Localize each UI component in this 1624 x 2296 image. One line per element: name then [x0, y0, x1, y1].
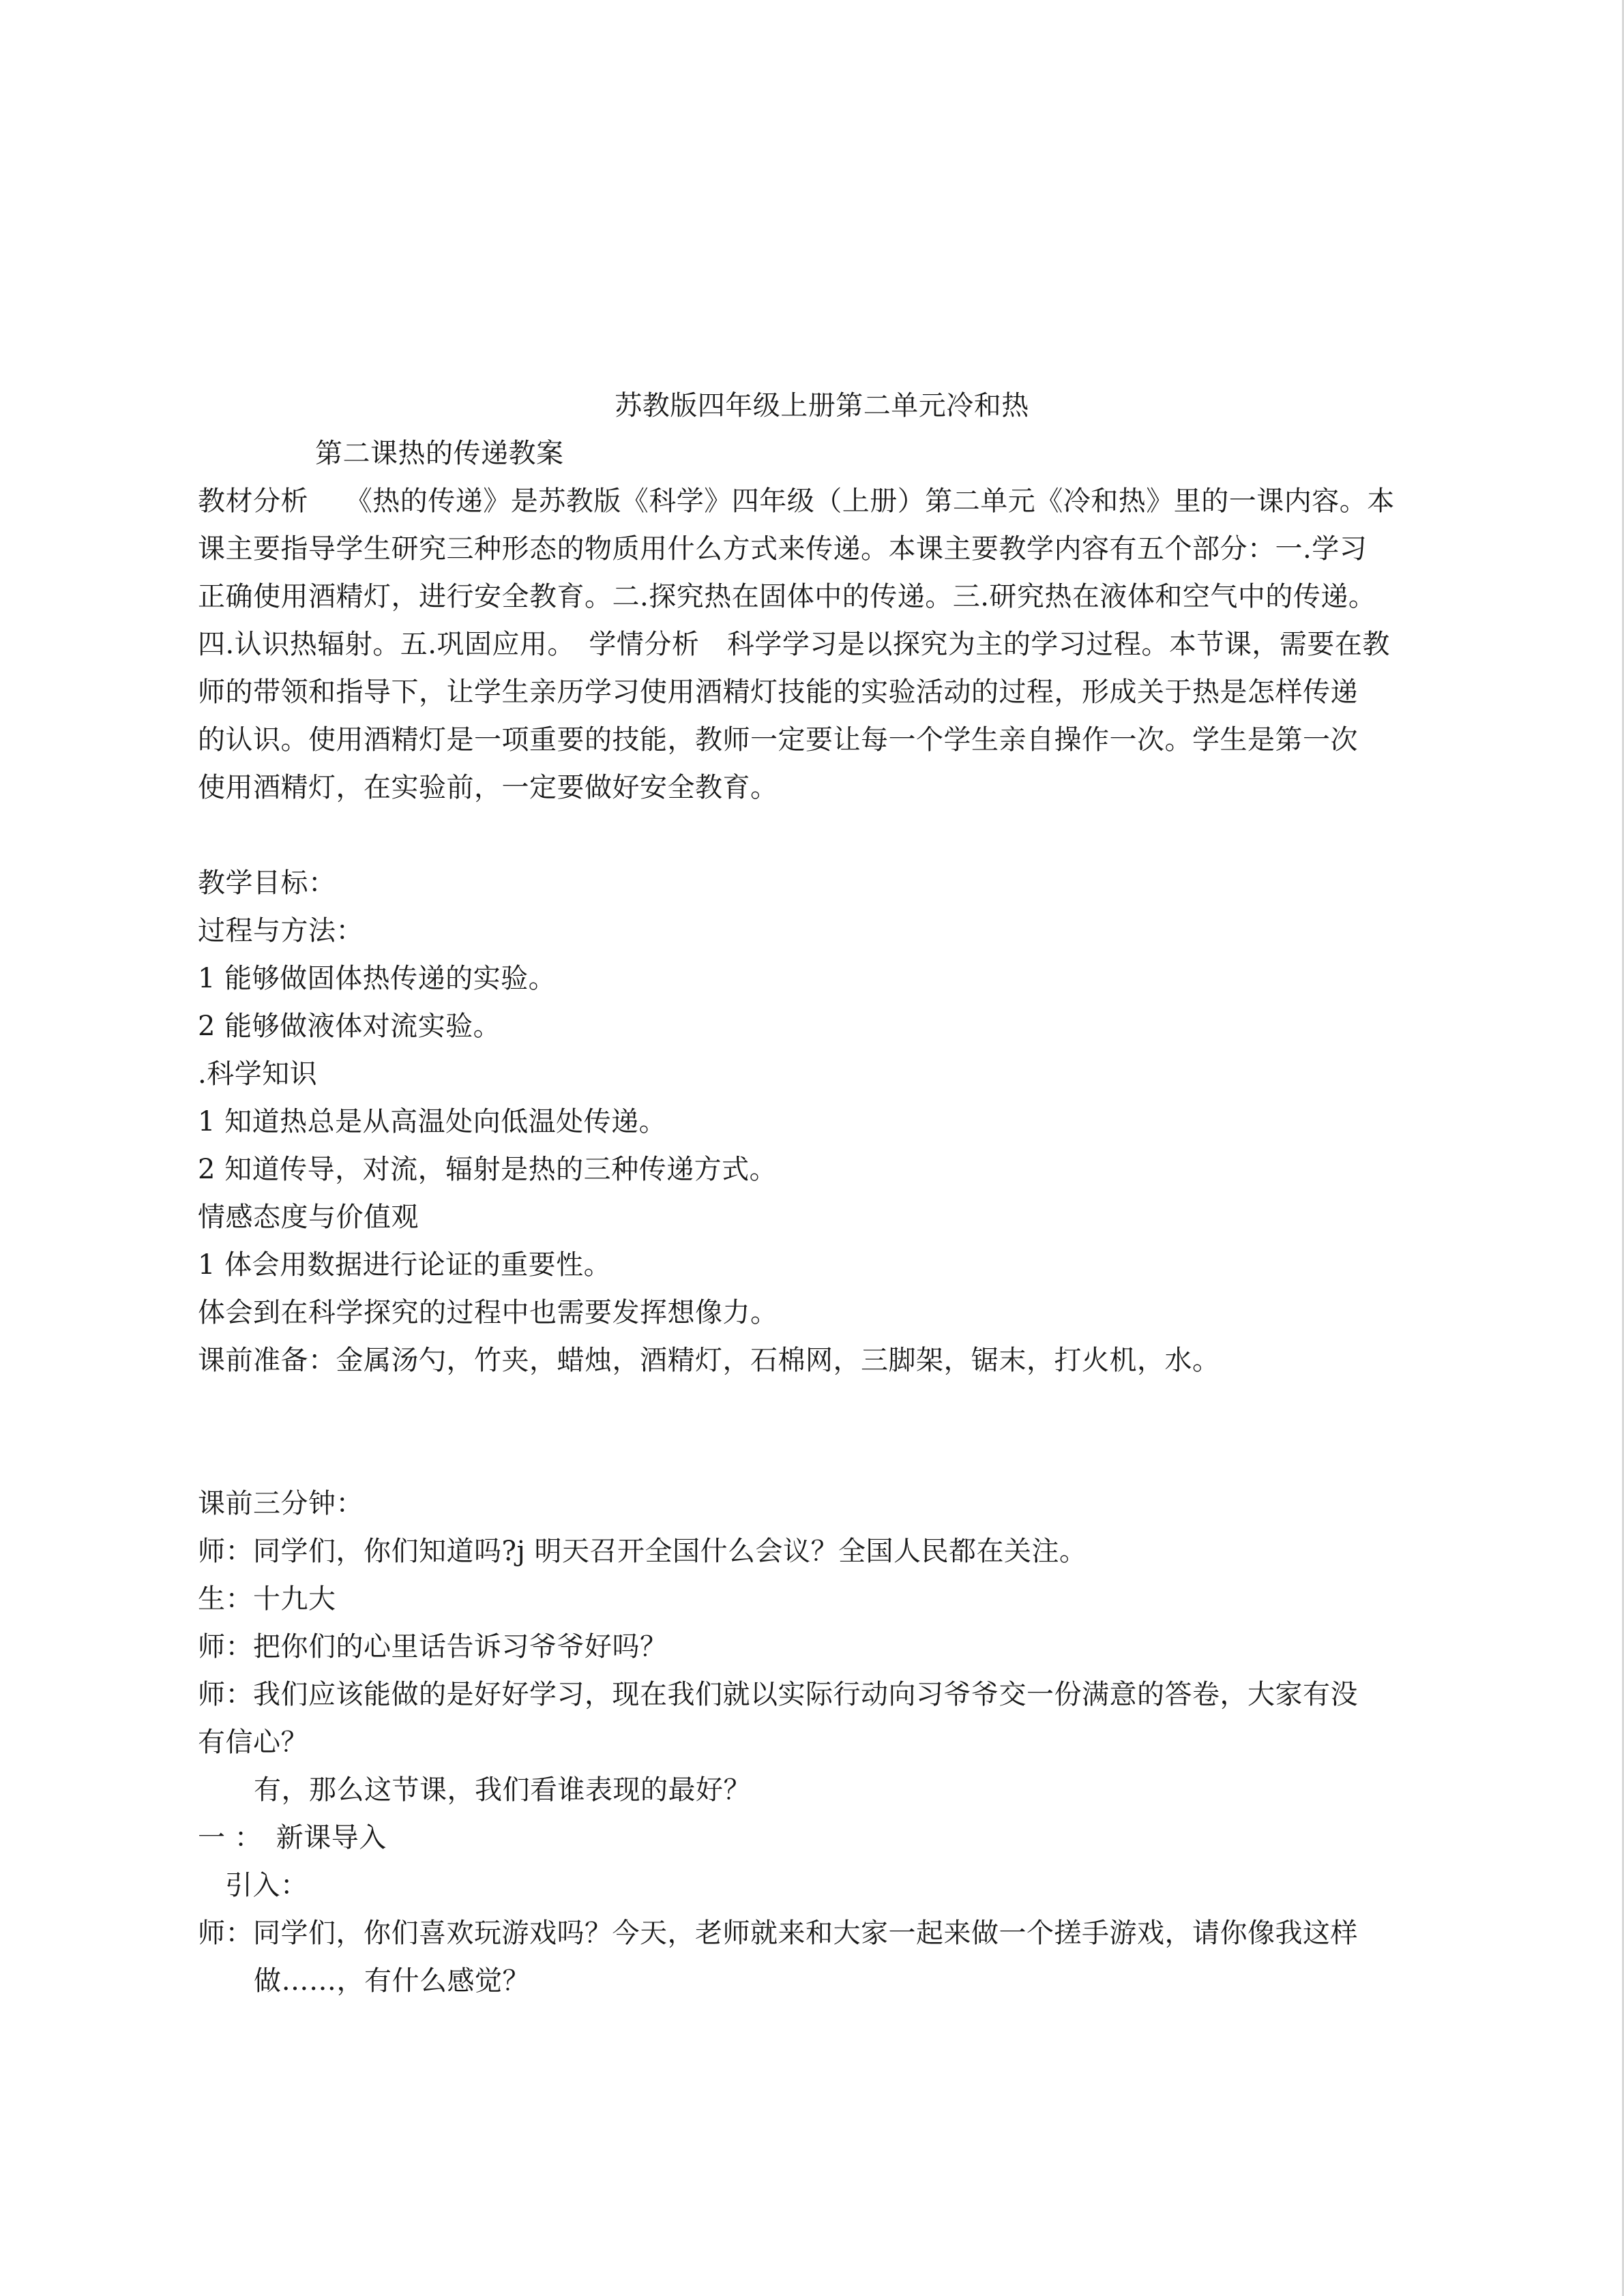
- objective-line: 2 能够做液体对流实验。: [198, 1011, 501, 1042]
- preparation-line: 课前准备：金属汤勺，竹夹，蜡烛，酒精灯，石棉网，三脚架，锯末，打火机，水。: [198, 1345, 1220, 1376]
- dialogue-heading: 课前三分钟：: [198, 1488, 364, 1519]
- document-body: [198, 382, 1446, 2005]
- objective-line: 过程与方法：: [198, 915, 364, 946]
- objective-line: .科学知识: [198, 1058, 318, 1090]
- objective-line: 2 知道传导，对流，辐射是热的三种传递方式。: [198, 1154, 778, 1185]
- paragraph-line: 四.认识热辐射。五.巩固应用。 学情分析 科学学习是以探究为主的学习过程。本节课，需要在教: [198, 629, 1390, 660]
- paragraph-line: 正确使用酒精灯，进行安全教育。二.探究热在固体中的传递。三.研究热在液体和空气中的传递。: [198, 581, 1376, 612]
- document-title: 苏教版四年级上册第二单元冷和热: [615, 390, 1029, 421]
- dialogue-line: 做……，有什么感觉？: [254, 1965, 530, 1997]
- section-heading: 一 ： 新课导入: [198, 1822, 387, 1853]
- spacer: [198, 811, 1446, 859]
- dialogue-line: 师：把你们的心里话告诉习爷爷好吗？: [198, 1631, 668, 1663]
- paragraph-line: 使用酒精灯，在实验前，一定要做好安全教育。: [198, 772, 778, 803]
- paragraph-line: 的认识。使用酒精灯是一项重要的技能，教师一定要让每一个学生亲自操作一次。学生是第一次: [198, 724, 1358, 756]
- objective-line: 情感态度与价值观: [198, 1202, 419, 1233]
- document-subtitle: 第二课热的传递教案: [315, 438, 564, 469]
- lesson-dialogue: [198, 1480, 1446, 2005]
- dialogue-line: 师：我们应该能做的是好好学习，现在我们就以实际行动向习爷爷交一份满意的答卷，大家有没: [198, 1679, 1358, 1710]
- teaching-objectives: [198, 859, 1446, 1384]
- objective-line: 体会到在科学探究的过程中也需要发挥想像力。: [198, 1297, 778, 1328]
- paragraph-line: 教材分析 《热的传递》是苏教版《科学》四年级（上册）第二单元《冷和热》里的一课内容。本: [198, 486, 1395, 517]
- dialogue-line: 生：十九大: [198, 1583, 336, 1615]
- paragraph-line: 师的带领和指导下，让学生亲历学习使用酒精灯技能的实验活动的过程，形成关于热是怎样传递: [198, 676, 1358, 708]
- material-analysis-paragraph: [198, 477, 1446, 811]
- objective-line: 1 知道热总是从高温处向低温处传递。: [198, 1106, 667, 1137]
- dialogue-line: 师：同学们，你们知道吗?j 明天召开全国什么会议？全国人民都在关注。: [198, 1536, 1087, 1567]
- dialogue-line: 有，那么这节课，我们看谁表现的最好？: [254, 1774, 751, 1806]
- spacer: [198, 1384, 1446, 1480]
- intro-label: 引入：: [225, 1870, 308, 1901]
- dialogue-line: 师：同学们，你们喜欢玩游戏吗？今天，老师就来和大家一起来做一个搓手游戏，请你像我这样: [198, 1918, 1358, 1949]
- dialogue-line: 有信心？: [198, 1727, 308, 1758]
- objective-line: 1 体会用数据进行论证的重要性。: [198, 1249, 612, 1281]
- paragraph-line: 课主要指导学生研究三种形态的物质用什么方式来传递。本课主要教学内容有五个部分：一.学习: [198, 533, 1368, 565]
- objectives-heading: 教学目标：: [198, 867, 336, 899]
- objective-line: 1 能够做固体热传递的实验。: [198, 963, 557, 994]
